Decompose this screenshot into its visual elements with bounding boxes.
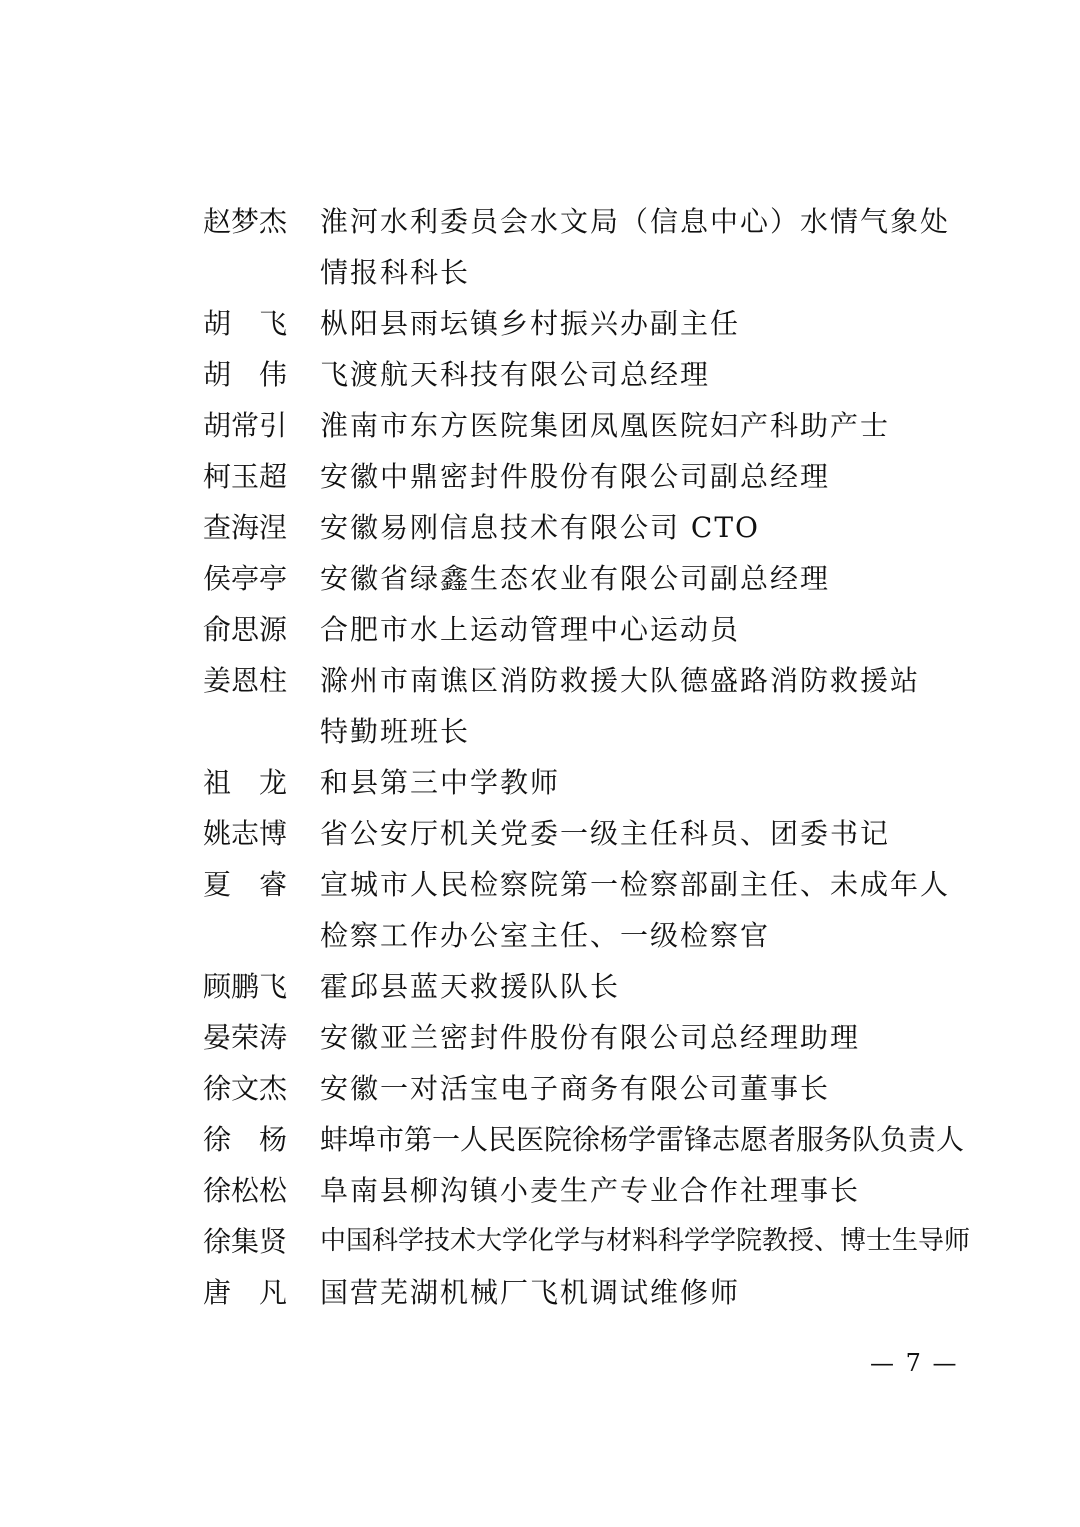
person-name: 姜恩柱 <box>203 664 288 697</box>
list-item <box>203 859 963 961</box>
person-name: 顾鹏飞 <box>203 970 288 1003</box>
person-name: 查海涅 <box>203 511 288 544</box>
person-name: 徐集贤 <box>203 1225 288 1258</box>
person-title: 安徽中鼎密封件股份有限公司副总经理 <box>320 460 831 493</box>
person-name: 祖龙 <box>203 766 316 799</box>
person-name: 赵梦杰 <box>203 205 288 238</box>
page-number: — 7 — <box>870 1349 959 1377</box>
list-item <box>203 451 963 502</box>
list-item <box>203 808 963 859</box>
person-title: 阜南县柳沟镇小麦生产专业合作社理事长 <box>320 1174 861 1207</box>
list-item <box>203 502 963 553</box>
person-name: 徐松松 <box>203 1174 288 1207</box>
person-name: 胡伟 <box>203 358 316 391</box>
list-item <box>203 553 963 604</box>
person-title: 省公安厅机关党委一级主任科员、团委书记 <box>320 817 891 850</box>
list-item <box>203 757 963 808</box>
list-item <box>203 1216 971 1267</box>
person-title: 霍邱县蓝天救援队队长 <box>320 970 621 1003</box>
person-title: 安徽省绿鑫生态农业有限公司副总经理 <box>320 562 831 595</box>
person-name: 柯玉超 <box>203 460 288 493</box>
list-item <box>203 1165 963 1216</box>
person-name: 姚志博 <box>203 817 288 850</box>
list-item <box>203 298 963 349</box>
list-item <box>203 1114 963 1165</box>
list-item <box>203 604 963 655</box>
person-name: 夏睿 <box>203 868 316 901</box>
person-title: 枞阳县雨坛镇乡村振兴办副主任 <box>320 307 741 340</box>
person-name: 唐凡 <box>203 1276 316 1309</box>
list-item <box>203 196 963 298</box>
person-name: 俞思源 <box>203 613 288 646</box>
person-title: 安徽易刚信息技术有限公司 CTO <box>320 511 760 544</box>
person-name: 晏荣涛 <box>203 1021 288 1054</box>
person-name: 胡常引 <box>203 409 288 442</box>
person-title: 合肥市水上运动管理中心运动员 <box>320 613 741 646</box>
list-item <box>203 349 963 400</box>
person-title: 滁州市南谯区消防救援大队德盛路消防救援站 特勤班班长 <box>320 664 921 748</box>
person-name: 侯亭亭 <box>203 562 288 595</box>
person-title: 中国科学技术大学化学与材料科学学院教授、博士生导师 <box>320 1226 971 1256</box>
person-name: 徐文杰 <box>203 1072 288 1105</box>
list-item <box>203 400 963 451</box>
person-title: 飞渡航天科技有限公司总经理 <box>320 358 711 391</box>
list-item <box>203 961 963 1012</box>
person-title: 国营芜湖机械厂飞机调试维修师 <box>320 1276 741 1309</box>
list-item <box>203 1267 963 1318</box>
person-title: 宣城市人民检察院第一检察部副主任、未成年人 检察工作办公室主任、一级检察官 <box>320 868 951 952</box>
person-title: 蚌埠市第一人民医院徐杨学雷锋志愿者服务队负责人 <box>320 1123 965 1156</box>
person-title: 安徽一对活宝电子商务有限公司董事长 <box>320 1072 831 1105</box>
list-item <box>203 655 963 757</box>
person-title: 淮河水利委员会水文局（信息中心）水情气象处 情报科科长 <box>320 205 951 289</box>
list-item <box>203 1063 963 1114</box>
list-item <box>203 1012 963 1063</box>
person-name: 徐杨 <box>203 1123 316 1156</box>
person-title: 安徽亚兰密封件股份有限公司总经理助理 <box>320 1021 861 1054</box>
person-title: 淮南市东方医院集团凤凰医院妇产科助产士 <box>320 409 891 442</box>
honoree-list <box>203 196 971 1318</box>
person-name: 胡飞 <box>203 307 316 340</box>
person-title: 和县第三中学教师 <box>320 766 561 799</box>
